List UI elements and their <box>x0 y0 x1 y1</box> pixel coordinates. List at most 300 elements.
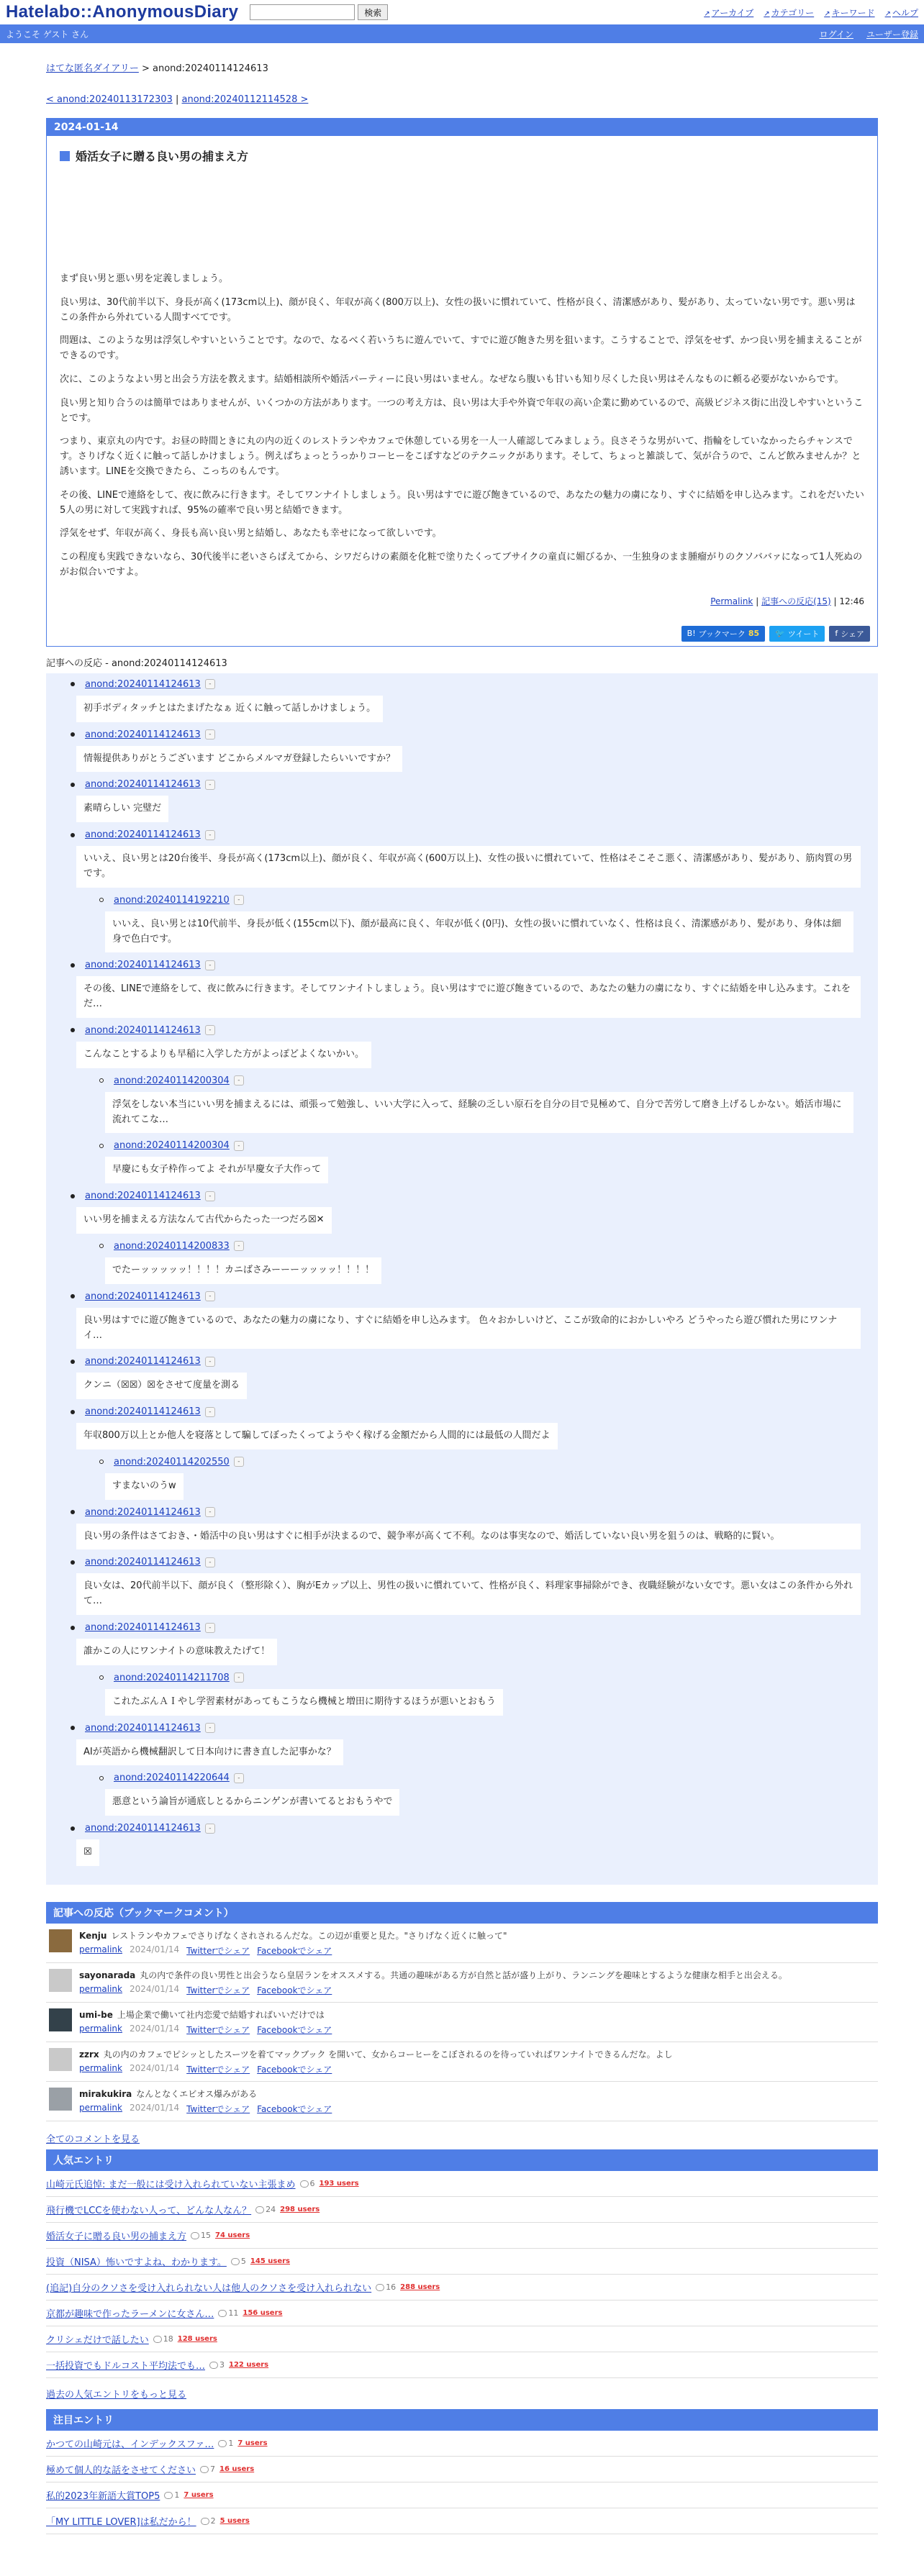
comment-date: 2024/01/14 <box>130 1944 180 1955</box>
entry-title-link[interactable]: クリシェだけで話したい <box>46 2335 149 2347</box>
reaction-text: 素晴らしい 完璧だ <box>76 796 168 822</box>
reaction-header <box>99 1140 861 1151</box>
entry-item <box>46 2197 878 2223</box>
bookmark-users-badge[interactable]: 288 users <box>400 2283 440 2292</box>
reaction-id-link[interactable]: anond:20240114200304 <box>114 1140 230 1152</box>
nav-keyword[interactable]: ↗ キーワード <box>824 6 874 19</box>
bookmark-comment-meta <box>79 2024 332 2036</box>
bookmark-comment <box>46 1924 878 1963</box>
comment-count: 1 <box>228 2439 234 2449</box>
reaction-header <box>99 895 861 906</box>
comment-count-badge <box>218 2439 233 2448</box>
entry-pager <box>46 94 878 105</box>
facebook-share-button[interactable] <box>829 626 870 642</box>
reactions-link[interactable]: 記事への反応(15) <box>761 596 831 606</box>
comment-twitter-share-link[interactable]: Twitterでシェア <box>186 2025 250 2036</box>
prev-entry-link[interactable]: < anond:20240113172303 <box>46 94 173 105</box>
notable-entries-heading: 注目エントリ <box>46 2409 878 2431</box>
reaction <box>71 1356 861 1399</box>
reaction <box>71 1622 861 1716</box>
comment-count: 11 <box>228 2308 239 2318</box>
breadcrumb <box>46 60 878 74</box>
reaction-id-link[interactable]: anond:20240114200833 <box>114 1240 230 1252</box>
bookmark-comment-text: 丸の内で条件の良い男性と出会うなら皇居ランをオススメする。共通の趣味がある方が自然と話が盛り上がり、ランニングを趣味とするような健康な相手と出会える。 <box>140 1970 787 1981</box>
hollow-bullet-icon <box>99 1776 104 1780</box>
comment-date: 2024/01/14 <box>130 2103 180 2113</box>
user-avatar[interactable] <box>49 1969 72 1992</box>
bookmark-user[interactable]: sayonarada <box>79 1970 136 1981</box>
bookmark-users-badge[interactable]: 128 users <box>177 2335 217 2344</box>
bullet-icon <box>71 1294 75 1298</box>
reaction-header <box>99 1772 861 1783</box>
comment-date: 2024/01/14 <box>130 2024 180 2034</box>
speech-bubble-icon <box>300 2180 309 2188</box>
reaction <box>71 1823 861 1866</box>
comment-count: 5 <box>240 2257 246 2267</box>
article-footer <box>60 595 864 607</box>
comment-twitter-share-link[interactable]: Twitterでシェア <box>186 2065 250 2075</box>
hatena-b-icon: B! <box>687 629 696 639</box>
reaction-id-link[interactable]: anond:20240114192210 <box>114 894 230 906</box>
reaction-text: 良い男はすでに遊び飽きているので、あなたの魅力の虜になり、すぐに結婚を申し込みます。 色々おかしいけど、ここが致命的におかしいやろ どうやったら遊び慣れた男にワンナイ… <box>76 1308 861 1350</box>
reaction <box>71 1291 861 1350</box>
collapse-toggle-icon[interactable]: - <box>205 1557 215 1567</box>
reaction-id-link[interactable]: anond:20240114124613 <box>85 1557 201 1568</box>
login-link[interactable]: ログイン <box>819 29 853 40</box>
speech-bubble-icon <box>191 2232 199 2239</box>
reaction-id-link[interactable]: anond:20240114124613 <box>85 779 201 791</box>
reaction-id-link[interactable]: anond:20240114124613 <box>85 1024 201 1036</box>
comment-count: 16 <box>386 2283 397 2293</box>
comment-count-badge <box>200 2465 215 2474</box>
hatena-bookmark-label: ブックマーク <box>698 629 746 639</box>
comment-date: 2024/01/14 <box>130 2063 180 2074</box>
breadcrumb-home[interactable]: はてな匿名ダイアリー <box>46 63 139 74</box>
reaction <box>71 1557 861 1615</box>
reaction-id-link[interactable]: anond:20240114124613 <box>85 1722 201 1734</box>
bullet-icon <box>71 1194 75 1198</box>
bookmark-comment-body <box>79 1969 787 1996</box>
entry-item <box>46 2223 878 2249</box>
reaction <box>71 829 861 952</box>
reactions-title: 記事への反応 - anond:20240114124613 <box>46 657 227 669</box>
article-paragraph: 良い男は、30代前半以下、身長が高く(173cm以上)、顔が良く、年収が高く(800万以上)、女性の扱いに慣れていて、性格が良く、清潔感があり、髪があり、太っていない男です。悪い男はこの条件から外れている人間すべてです。 <box>60 296 856 323</box>
reaction-header <box>71 1723 861 1734</box>
bookmark-users-badge[interactable]: 16 users <box>219 2465 255 2474</box>
comment-count: 24 <box>266 2205 276 2215</box>
collapse-toggle-icon[interactable]: - <box>234 1141 244 1151</box>
bullet-icon <box>71 1510 75 1514</box>
article-paragraph: 問題は、このような男は浮気しやすいということです。なので、なるべく若いうちに遊んでいて、すでに遊び飽きた男を狙います。こうすることで、浮気をせず、かつ良い男を捕まえることができるのです。 <box>60 335 862 362</box>
reaction <box>71 679 861 722</box>
collapse-toggle-icon[interactable]: - <box>205 1723 215 1733</box>
reaction-text: 情報提供ありがとうございます どこからメルマガ登録したらいいですか？ <box>76 746 402 773</box>
bookmark-comment-meta <box>79 2063 673 2075</box>
bookmark-comment-body <box>79 1929 507 1957</box>
comment-twitter-share-link[interactable]: Twitterでシェア <box>186 2104 250 2115</box>
comment-count-badge <box>300 2179 315 2188</box>
reaction-header <box>71 1191 861 1201</box>
comment-facebook-share-link[interactable]: Facebookでシェア <box>257 2065 332 2075</box>
collapse-toggle-icon[interactable]: - <box>205 1025 215 1035</box>
reactions-list <box>46 673 878 1885</box>
reaction-header <box>99 1075 861 1086</box>
reaction-id-link[interactable]: anond:20240114124613 <box>85 729 201 740</box>
breadcrumb-separator: > <box>138 63 153 74</box>
bookmark-comment-text: 上場企業で働いて社内恋愛で結婚すればいいだけでは <box>117 2010 325 2021</box>
article-paragraph: 良い男と知り合うのは簡単ではありませんが、いくつかの方法があります。一つの考え方は、良い男は大手や外資で年収の高い企業に勤めているので、高級ビジネス街に出没しやすいということです。 <box>60 397 864 424</box>
comment-twitter-share-link[interactable]: Twitterでシェア <box>186 1946 250 1957</box>
top-bar <box>0 0 924 24</box>
entry-title-link[interactable]: 「MY LITTLE LOVER]は私だから！ <box>46 2517 196 2529</box>
article-date: 2024-01-14 <box>47 119 877 136</box>
bookmark-comment-line <box>79 2048 673 2060</box>
bullet-icon <box>71 1626 75 1630</box>
comment-count: 7 <box>210 2465 216 2475</box>
reaction-id-link[interactable]: anond:20240114124613 <box>85 1291 201 1302</box>
nav-category[interactable]: ↗ カテゴリー <box>764 6 814 19</box>
comment-permalink[interactable]: permalink <box>79 1984 122 1995</box>
reaction <box>71 1025 861 1183</box>
reaction <box>71 1191 861 1284</box>
bookmark-comments-heading: 記事への反応（ブックマークコメント） <box>46 1902 878 1924</box>
bookmark-comment-line <box>79 1969 787 1981</box>
entry-title-link[interactable]: 山崎元氏追悼: まだ一般には受け入れられていない主張まめ <box>46 2180 296 2191</box>
popular-entries-heading: 人気エントリ <box>46 2149 878 2171</box>
collapse-toggle-icon[interactable]: - <box>205 679 215 689</box>
reaction-header <box>99 1241 861 1252</box>
reaction-text: 悪意という論旨が通底しとるからニンゲンが書いてるとおもうやで <box>105 1789 399 1816</box>
nav-archive[interactable]: ↗ アーカイブ <box>704 6 753 19</box>
speech-bubble-icon <box>164 2492 173 2499</box>
hollow-bullet-icon <box>99 1078 104 1083</box>
reaction-id-link[interactable]: anond:20240114124613 <box>85 1406 201 1418</box>
reaction-header <box>71 1823 861 1834</box>
reaction-id-link[interactable]: anond:20240114124613 <box>85 1191 201 1202</box>
article-paragraph: まず良い男と悪い男を定義しましょう。 <box>60 273 229 284</box>
article-paragraph: 次に、このようなよい男と出会う方法を教えます。結婚相談所や婚活パーティーに良い男はいません。なぜなら腹いも甘いも知り尽くした良い男はそんなものに頼る必要がないからです。 <box>60 373 844 385</box>
article-paragraph: つまり、東京丸の内です。お昼の時間ときに丸の内の近くのレストランやカフェで休憩している男を一人一人確認してみましょう。良さそうな男がいて、指輪をしていなかったらチャンスです。さりげなく近くに触って話しかけましょう。例えばちょっとうっかりコーヒーをこぼすなどのテクニックがあります。そして、ちょっと雑談して、気が合うので、こんど飲みませんか？と誘います。LINEを交換できたら、こっちのもんです。 <box>60 436 861 477</box>
bookmark-users-badge[interactable]: 122 users <box>229 2361 269 2370</box>
bookmark-user[interactable]: mirakukira <box>79 2089 132 2100</box>
speech-bubble-icon <box>218 2310 227 2317</box>
bookmark-users-badge[interactable]: 5 users <box>219 2517 250 2526</box>
bullet-icon <box>71 1826 75 1831</box>
reaction-text: クンニ（☒☒）☒をさせて度量を測る <box>76 1373 247 1399</box>
collapse-toggle-icon[interactable]: - <box>205 1623 215 1633</box>
entry-title-link[interactable]: 投資（NISA）怖いですよね、わかります。 <box>46 2257 227 2269</box>
comment-facebook-share-link[interactable]: Facebookでシェア <box>257 1946 332 1957</box>
footer-separator: | <box>833 596 840 606</box>
entry-title-link[interactable]: 京都が趣味で作ったラーメンに女さん… <box>46 2309 214 2321</box>
reaction-text: いいえ、良い男とは20台後半、身長が高く(173cm以上)、顔が良く、年収が高く(600万以上)、女性の扱いに慣れていて、性格はそこそこ悪く、清潔感があり、髪があり、筋肉質の男です。 <box>76 846 861 888</box>
reaction-header <box>71 679 861 690</box>
title-square-icon <box>60 151 70 161</box>
comment-count: 18 <box>163 2334 173 2344</box>
bullet-icon <box>71 682 75 686</box>
reaction <box>71 1507 861 1550</box>
collapse-toggle-icon[interactable]: - <box>205 780 215 790</box>
bullet-icon <box>71 1726 75 1730</box>
hollow-bullet-icon <box>99 1675 104 1680</box>
collapse-toggle-icon[interactable]: - <box>205 1191 215 1201</box>
entry-title-link[interactable]: 私的2023年新語大賞TOP5 <box>46 2491 160 2503</box>
reaction-text: AIが英語から機械翻訳して日本向けに書き直した記事かな？ <box>76 1739 343 1766</box>
reaction-id-link[interactable]: anond:20240114124613 <box>85 829 201 841</box>
bookmark-users-badge[interactable]: 7 users <box>184 2491 214 2500</box>
reaction-id-link[interactable]: anond:20240114124613 <box>85 678 201 690</box>
comment-permalink[interactable]: permalink <box>79 1944 122 1955</box>
article-title <box>60 147 864 164</box>
comment-date: 2024/01/14 <box>130 1984 180 1995</box>
comment-twitter-share-link[interactable]: Twitterでシェア <box>186 1985 250 1996</box>
reaction-id-link[interactable]: anond:20240114220644 <box>114 1772 230 1784</box>
comment-permalink[interactable]: permalink <box>79 2024 122 2034</box>
popular-more-row <box>46 2378 878 2409</box>
bookmark-comment-text: レストランやカフェでさりげなくされされるんだな。この辺が重要と見た。"さりげなく近くに触って" <box>111 1931 507 1942</box>
reaction <box>71 779 861 822</box>
entry-title-link[interactable]: 飛行機でLCCを使わない人って、どんな人なん？ <box>46 2206 252 2217</box>
speech-bubble-icon <box>376 2284 384 2291</box>
child-reaction <box>99 1241 861 1284</box>
reaction-header <box>71 829 861 840</box>
bookmark-comment-text: 丸の内のカフェでピシッとしたスーツを着てマックブック を開いて、女からコーヒーをこぼされるのを待っていればワンナイトできるんだな。よし <box>103 2049 673 2060</box>
reaction-header <box>71 960 861 970</box>
hollow-bullet-icon <box>99 898 104 902</box>
bookmark-comment <box>46 1963 878 2003</box>
collapse-toggle-icon[interactable]: - <box>205 1291 215 1301</box>
child-reaction <box>99 1457 861 1500</box>
speech-bubble-icon <box>153 2336 162 2343</box>
reaction-header <box>71 1356 861 1367</box>
comment-facebook-share-link[interactable]: Facebookでシェア <box>257 2025 332 2036</box>
bullet-icon <box>71 963 75 968</box>
search-button[interactable]: 検索 <box>358 4 388 20</box>
reaction-header <box>71 1507 861 1518</box>
user-avatar[interactable] <box>49 2088 72 2111</box>
pager-separator: | <box>172 94 182 105</box>
hollow-bullet-icon <box>99 1144 104 1148</box>
speech-bubble-icon <box>200 2466 209 2473</box>
bookmark-comment <box>46 2042 878 2082</box>
collapse-toggle-icon[interactable]: - <box>205 1407 215 1417</box>
entry-item <box>46 2171 878 2197</box>
bookmark-comment-text: なんとなくエビオス爆みがある <box>136 2089 258 2100</box>
bookmark-comment-body <box>79 2088 332 2115</box>
bookmark-comment-line <box>79 2088 332 2100</box>
popular-entries-list <box>46 2171 878 2378</box>
reaction <box>71 729 861 773</box>
collapse-toggle-icon[interactable]: - <box>234 1241 244 1251</box>
breadcrumb-current: anond:20240114124613 <box>153 63 268 74</box>
bookmark-comment-meta <box>79 1944 507 1957</box>
all-comments-row <box>46 2131 878 2145</box>
reaction-id-link[interactable]: anond:20240114124613 <box>85 1506 201 1518</box>
bookmark-comment <box>46 2003 878 2042</box>
reaction-text: すまないのうw <box>105 1473 184 1500</box>
comment-count-badge <box>153 2334 173 2344</box>
comment-count: 6 <box>309 2179 315 2189</box>
welcome-text: ようこそ ゲスト さん <box>6 29 89 40</box>
collapse-toggle-icon[interactable]: - <box>234 1075 244 1086</box>
reaction-text: その後、LINEで連絡をして、夜に飲みに行きます。そしてワンナイトしましょう。良い男はすでに遊び飽きているので、あなたの魅力の虜になり、すぐに結婚を申し込みます。これをだ… <box>76 976 861 1018</box>
entry-title-link[interactable]: かつての山崎元は、インデックスファ… <box>46 2439 214 2451</box>
nav-help[interactable]: ↗ ヘルプ <box>885 6 918 19</box>
reaction-header <box>71 1406 861 1417</box>
bookmark-comment-body <box>79 2048 673 2075</box>
reaction-text: 初手ボディタッチとはたまげたなぁ 近くに触って話しかけましょう。 <box>76 696 383 722</box>
popular-more-link[interactable]: 過去の人気エントリをもっと見る <box>46 2390 187 2401</box>
bookmark-users-badge[interactable]: 7 users <box>237 2439 268 2448</box>
article-paragraph: この程度も実践できないなら、30代後半に老いさらばえてから、シワだらけの素顔を化粧で塗りたくってブサイクの童貞に媚びるか、一生独身のまま腫瘤がりのクソババァになって1人死ぬのがお似合いですよ。 <box>60 552 863 578</box>
bookmark-user[interactable]: Kenju <box>79 1931 107 1942</box>
bookmark-users-badge[interactable]: 74 users <box>215 2231 250 2240</box>
reaction-header <box>71 1557 861 1567</box>
comment-count-badge <box>201 2516 216 2526</box>
user-avatar[interactable] <box>49 2048 72 2071</box>
entry-title-link[interactable]: 極めて個人的な話をさせてください <box>46 2465 196 2477</box>
collapse-toggle-icon[interactable]: - <box>205 960 215 970</box>
comment-count-badge <box>191 2231 211 2240</box>
bookmark-user[interactable]: umi-be <box>79 2010 113 2021</box>
collapse-toggle-icon[interactable]: - <box>205 729 215 739</box>
reaction-text: いいえ、良い男とは10代前半、身長が低く(155cm以下)、顔が最高に良く、年収が低く(0円)、女性の扱いに慣れていなく、性格は良く、清潔感があり、髪があり、身体は細身で色白です。 <box>105 911 853 953</box>
reaction-text: こんなことするよりも早稲に入学した方がよっぽどよくないかい。 <box>76 1042 371 1068</box>
speech-bubble-icon <box>218 2440 227 2447</box>
reaction-id-link[interactable]: anond:20240114211708 <box>114 1672 230 1683</box>
bookmark-user[interactable]: zzrx <box>79 2049 99 2060</box>
bookmark-comment <box>46 2082 878 2121</box>
user-bar <box>0 24 924 43</box>
article-paragraphs <box>60 272 864 581</box>
bookmark-comment-meta <box>79 2103 332 2115</box>
comment-count: 3 <box>219 2360 225 2370</box>
notable-entries-list <box>46 2431 878 2534</box>
collapse-toggle-icon[interactable]: - <box>234 1773 244 1783</box>
collapse-toggle-icon[interactable]: - <box>234 1672 244 1683</box>
comment-count: 15 <box>201 2231 212 2241</box>
reaction <box>71 1723 861 1816</box>
reaction-id-link[interactable]: anond:20240114124613 <box>85 1823 201 1834</box>
reaction-header <box>71 729 861 740</box>
collapse-toggle-icon[interactable]: - <box>234 1457 244 1467</box>
comment-count-badge <box>255 2205 276 2214</box>
comment-count: 1 <box>174 2490 180 2500</box>
entry-item <box>46 2482 878 2508</box>
article-paragraph: 浮気をせず、年収が高く、身長も高い良い男と結婚し、あなたも幸せになって欲しいです。 <box>60 528 442 540</box>
comment-permalink[interactable]: permalink <box>79 2063 122 2074</box>
entry-item <box>46 2508 878 2534</box>
reaction-id-link[interactable]: anond:20240114124613 <box>85 960 201 971</box>
entry-title-link[interactable]: 一括投資でもドルコスト平均法でも… <box>46 2361 206 2372</box>
twitter-bird-icon: 🐦 <box>775 629 785 639</box>
bookmark-users-badge[interactable]: 298 users <box>280 2206 320 2214</box>
footer-separator: | <box>756 596 762 606</box>
child-reaction <box>99 1140 861 1183</box>
entry-item <box>46 2431 878 2457</box>
comment-facebook-share-link[interactable]: Facebookでシェア <box>257 2104 332 2115</box>
collapse-toggle-icon[interactable]: - <box>205 1507 215 1517</box>
facebook-share-label: シェア <box>841 629 864 639</box>
reaction <box>71 1406 861 1500</box>
article-title-text: 婚活女子に贈る良い男の捕まえ方 <box>76 150 249 163</box>
reaction-id-link[interactable]: anond:20240114124613 <box>85 1622 201 1634</box>
reaction-id-link[interactable]: anond:20240114124613 <box>85 1356 201 1367</box>
tweet-button[interactable] <box>769 626 825 642</box>
entry-item <box>46 2300 878 2326</box>
reaction-text: 良い男の条件はさておき、・婚活中の良い男はすぐに相手が決まるので、競争率が高くて不利。なのは事実なので、婚活していない良い男を狙うのは、戦略的に賢い。 <box>76 1524 861 1550</box>
comment-permalink[interactable]: permalink <box>79 2103 122 2113</box>
speech-bubble-icon <box>209 2362 218 2369</box>
article <box>46 118 878 647</box>
reaction-header <box>71 1291 861 1302</box>
comment-count-badge <box>209 2360 225 2370</box>
entry-item <box>46 2352 878 2378</box>
all-comments-link[interactable]: 全てのコメントを見る <box>46 2134 140 2146</box>
reaction-text: 誰かこの人にワンナイトの意味教えたげて！ <box>76 1639 277 1665</box>
article-paragraph: その後、LINEで連絡をして、夜に飲みに行きます。そしてワンナイトしましょう。良い男はすでに遊び飽きているので、あなたの魅力の虜になり、すぐに結婚を申し込みます。これをだいたい5人の男に対して実践すれば、95%の確率で良い男と結婚できます。 <box>60 489 864 516</box>
entry-item <box>46 2326 878 2352</box>
bookmark-users-badge[interactable]: 193 users <box>319 2180 359 2188</box>
entry-item <box>46 2249 878 2275</box>
reaction-text: いい男を捕まえる方法なんて古代からたった一つだろ☒✕ <box>76 1207 332 1234</box>
comment-count-badge <box>218 2308 238 2318</box>
bookmark-comment-line <box>79 1929 507 1942</box>
comment-facebook-share-link[interactable]: Facebookでシェア <box>257 1985 332 1996</box>
reaction-header <box>71 779 861 790</box>
top-nav <box>704 6 918 19</box>
comment-count-badge <box>231 2257 246 2266</box>
speech-bubble-icon <box>231 2258 240 2265</box>
user-avatar[interactable] <box>49 1929 72 1952</box>
bullet-icon <box>71 732 75 737</box>
comment-count-badge <box>164 2490 179 2500</box>
reaction-id-link[interactable]: anond:20240114200304 <box>114 1075 230 1086</box>
search-input[interactable] <box>250 4 355 20</box>
bookmark-comments-list <box>46 1924 878 2121</box>
speech-bubble-icon <box>255 2206 264 2213</box>
speech-bubble-icon <box>201 2518 209 2525</box>
reaction-text: 年収800万以上とか他人を寝落として騙してぼったくってようやく稼げる金額だから人間的には最低の人間だよ <box>76 1423 558 1449</box>
reaction-header <box>71 1025 861 1036</box>
reaction-id-link[interactable]: anond:20240114202550 <box>114 1456 230 1467</box>
bullet-icon <box>71 1410 75 1414</box>
next-entry-link[interactable]: anond:20240112114528 > <box>181 94 309 105</box>
bookmark-comment-body <box>79 2008 332 2036</box>
child-reaction <box>99 1772 861 1816</box>
tweet-label: ツイート <box>787 629 820 639</box>
comment-count-badge <box>376 2283 396 2292</box>
entry-title-link[interactable]: 婚活女子に贈る良い男の捕まえ方 <box>46 2231 187 2243</box>
collapse-toggle-icon[interactable]: - <box>234 895 244 905</box>
child-reaction <box>99 1672 861 1716</box>
collapse-toggle-icon[interactable]: - <box>205 830 215 840</box>
reaction-header <box>99 1672 861 1683</box>
hatena-bookmark-button[interactable] <box>681 626 766 642</box>
user-avatar[interactable] <box>49 2008 72 2031</box>
reaction <box>71 960 861 1018</box>
collapse-toggle-icon[interactable]: - <box>205 1357 215 1367</box>
reaction-text: 早慶にも女子枠作ってよ それが早慶女子大作って <box>105 1157 328 1183</box>
child-reaction <box>99 895 861 953</box>
collapse-toggle-icon[interactable]: - <box>205 1824 215 1834</box>
entry-title-link[interactable]: (追記)自分のクソさを受け入れられない人は他人のクソさを受け入れられない <box>46 2283 372 2295</box>
bookmark-users-badge[interactable]: 156 users <box>243 2309 283 2318</box>
site-logo[interactable]: Hatelabo::AnonymousDiary <box>6 2 239 22</box>
permalink-link[interactable]: Permalink <box>710 596 753 606</box>
bookmark-users-badge[interactable]: 145 users <box>250 2257 290 2266</box>
register-link[interactable]: ユーザー登録 <box>866 29 918 40</box>
